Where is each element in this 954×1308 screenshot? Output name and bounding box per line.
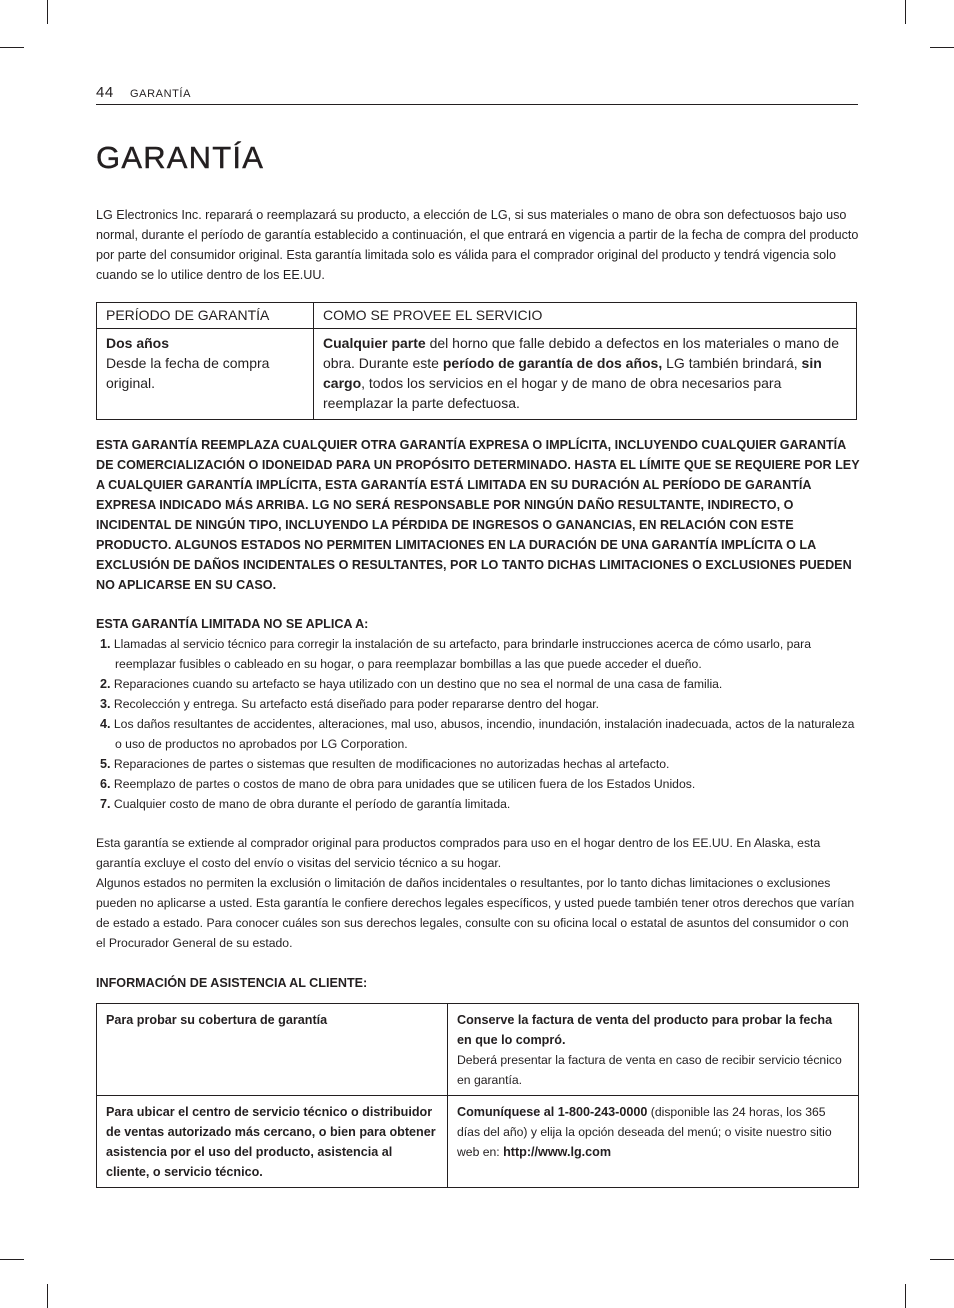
service-text-bold: sin cargo [323, 355, 822, 391]
running-title: GARANTÍA [130, 88, 192, 100]
list-item [96, 794, 856, 814]
phone-number[interactable]: Comuníquese al 1-800-243-0000 [457, 1105, 648, 1119]
disclaimer-paragraph: ESTA GARANTÍA REEMPLAZA CUALQUIER OTRA GARANTÍA EXPRESA O IMPLÍCITA, INCLUYENDO CUALQUIER GARANTÍA DE COMERCIALIZACIÓN O IDONEIDAD PARA UN PROPÓSITO DETERMINADO. HASTA EL LÍMITE QUE SE REQUIERE POR LEY A CUALQUIER GARANTÍA IMPLÍCITA, ESTA GARANTÍA ESTÁ LIMITADA EN SU DURACIÓN AL PERÍODO DE GARANTÍA EXPRESA INDICADO MÁS ARRIBA. LG NO SERÁ RESPONSABLE POR NINGÚN DAÑO RESULTANTE, INDIRECTO, O INCIDENTAL DE NINGÚN TIPO, INCLUYENDO LA PÉRDIDA DE INGRESOS O GANANCIAS, EN RELACIÓN CON ESTE PRODUCTO. ALGUNOS ESTADOS NO PERMITEN LIMITACIONES EN LA DURACIÓN DE UNA GARANTÍA IMPLÍCITA O LA EXCLUSIÓN DE DAÑOS INCIDENTALES O RESULTANTES, POR LO TANTO DICHAS LIMITACIONES O EXCLUSIONES PUEDEN NO APLICARSE EN SU CASO. [96, 438, 860, 592]
crop-mark-top-right [905, 0, 906, 24]
list-text: Reemplazo de partes o costos de mano de obra para unidades que se utilicen fuera de los Estados Unidos. [113, 777, 696, 791]
service-text: LG también brindará, [662, 355, 802, 371]
intro-paragraph: LG Electronics Inc. reparará o reemplazará su producto, a elección de LG, si sus materiales o mano de obra son defectuosos bajo uso normal, durante el período de garantía establecido a continuación, el que entrará en vigencia a partir de la fecha de compra del producto por parte del consumidor original. Esta garantía limitada solo es válida para el comprador original del producto y tendrá vigencia solo cuando se lo utilice dentro de los EE.UU. [96, 208, 859, 282]
crop-mark-top-left [0, 47, 24, 48]
list-number: 6. [100, 777, 111, 791]
crop-mark-bottom-left [0, 1259, 24, 1260]
page-header [96, 84, 858, 105]
list-item [96, 674, 856, 694]
service-text: del horno que falle debido a defectos en los materiales o mano de obra. Durante este [323, 335, 839, 371]
list-number: 3. [100, 697, 111, 711]
warranty-table [96, 302, 857, 420]
exclusions-heading: ESTA GARANTÍA LIMITADA NO SE APLICA A: [96, 617, 369, 631]
warranty-period-cell [97, 329, 314, 420]
crop-mark-bottom-left [47, 1284, 48, 1308]
coverage-proof-cell [448, 1004, 859, 1096]
period-title: Dos años [106, 335, 170, 351]
list-number: 2. [100, 677, 111, 691]
list-item [96, 774, 856, 794]
list-number: 7. [100, 797, 111, 811]
list-number: 4. [100, 717, 111, 731]
list-text: Los daños resultantes de accidentes, alteraciones, mal uso, abusos, incendio, inundación, instalación inadecuada, actos de la naturaleza o uso de productos no aprobados por LG Corporation. [113, 717, 855, 751]
crop-mark-bottom-right [930, 1259, 954, 1260]
list-item [96, 694, 856, 714]
crop-mark-top-left [47, 0, 48, 24]
service-header: COMO SE PROVEE EL SERVICIO [314, 303, 857, 329]
coverage-proof-bold: Conserve la factura de venta del producto para probar la fecha en que lo compró. [457, 1013, 833, 1047]
service-center-label: Para ubicar el centro de servicio técnico o distribuidor de ventas autorizado más cercano, o bien para obtener asistencia por el uso del producto, asistencia al cliente, o servicio técnico. [97, 1096, 448, 1188]
coverage-proof-text: Deberá presentar la factura de venta en caso de recibir servicio técnico en garantía. [457, 1053, 842, 1087]
list-number: 5. [100, 757, 111, 771]
service-text: , todos los servicios en el hogar y de mano de obra necesarios para reemplazar la parte defectuosa. [323, 375, 782, 411]
crop-mark-bottom-right [905, 1284, 906, 1308]
list-item [96, 714, 856, 754]
list-text: Llamadas al servicio técnico para corregir la instalación de su artefacto, para brindarle instrucciones acerca de cómo usarlo, para reemplazar fusibles o cableado en su hogar, o para reemplazar bombillas a las que puede acceder el dueño. [113, 637, 811, 671]
coverage-proof-label: Para probar su cobertura de garantía [97, 1004, 448, 1096]
website-link[interactable]: http://www.lg.com [503, 1145, 612, 1159]
service-cell [314, 329, 857, 420]
crop-mark-top-right [930, 47, 954, 48]
service-text-bold: Cualquier parte [323, 335, 426, 351]
exclusions-list [96, 634, 856, 814]
list-text: Reparaciones cuando su artefacto se haya utilizado con un destino que no sea el normal de una casa de familia. [113, 677, 723, 691]
page-title: GARANTÍA [96, 140, 265, 175]
extension-paragraph: Esta garantía se extiende al comprador original para productos comprados para uso en el hogar dentro de los EE.UU. En Alaska, esta garantía excluye el costo del envío o visitas del servicio técnico a su hogar. [96, 836, 821, 870]
list-item [96, 754, 856, 774]
period-description: Desde la fecha de compra original. [106, 355, 270, 391]
page-number: 44 [96, 84, 114, 101]
contact-text: (disponible las 24 horas, los 365 días del año) y elija la opción deseada del menú; o visite nuestro sitio web en: [457, 1105, 832, 1159]
customer-info-table [96, 1003, 859, 1188]
list-item [96, 634, 856, 674]
list-text: Recolección y entrega. Su artefacto está diseñado para poder repararse dentro del hogar. [113, 697, 600, 711]
contact-cell [448, 1096, 859, 1188]
state-rights-paragraph: Algunos estados no permiten la exclusión o limitación de daños incidentales o resultantes, por lo tanto dichas limitaciones o exclusiones pueden no aplicarse a usted. Esta garantía le confiere derechos legales específicos, y usted puede también tener otros derechos que varían de estado a estado. Para conocer cuáles son sus derechos legales, consulte con su oficina local o estatal de asuntos del consumidor o con el Procurador General de su estado. [96, 876, 855, 950]
list-text: Cualquier costo de mano de obra durante el período de garantía limitada. [113, 797, 511, 811]
service-text-bold: período de garantía de dos años, [442, 355, 663, 371]
list-number: 1. [100, 637, 111, 651]
warranty-period-header: PERÍODO DE GARANTÍA [97, 303, 314, 329]
list-text: Reparaciones de partes o sistemas que resulten de modificaciones no autorizadas hechas al artefacto. [113, 757, 670, 771]
customer-info-heading: INFORMACIÓN DE ASISTENCIA AL CLIENTE: [96, 976, 368, 990]
